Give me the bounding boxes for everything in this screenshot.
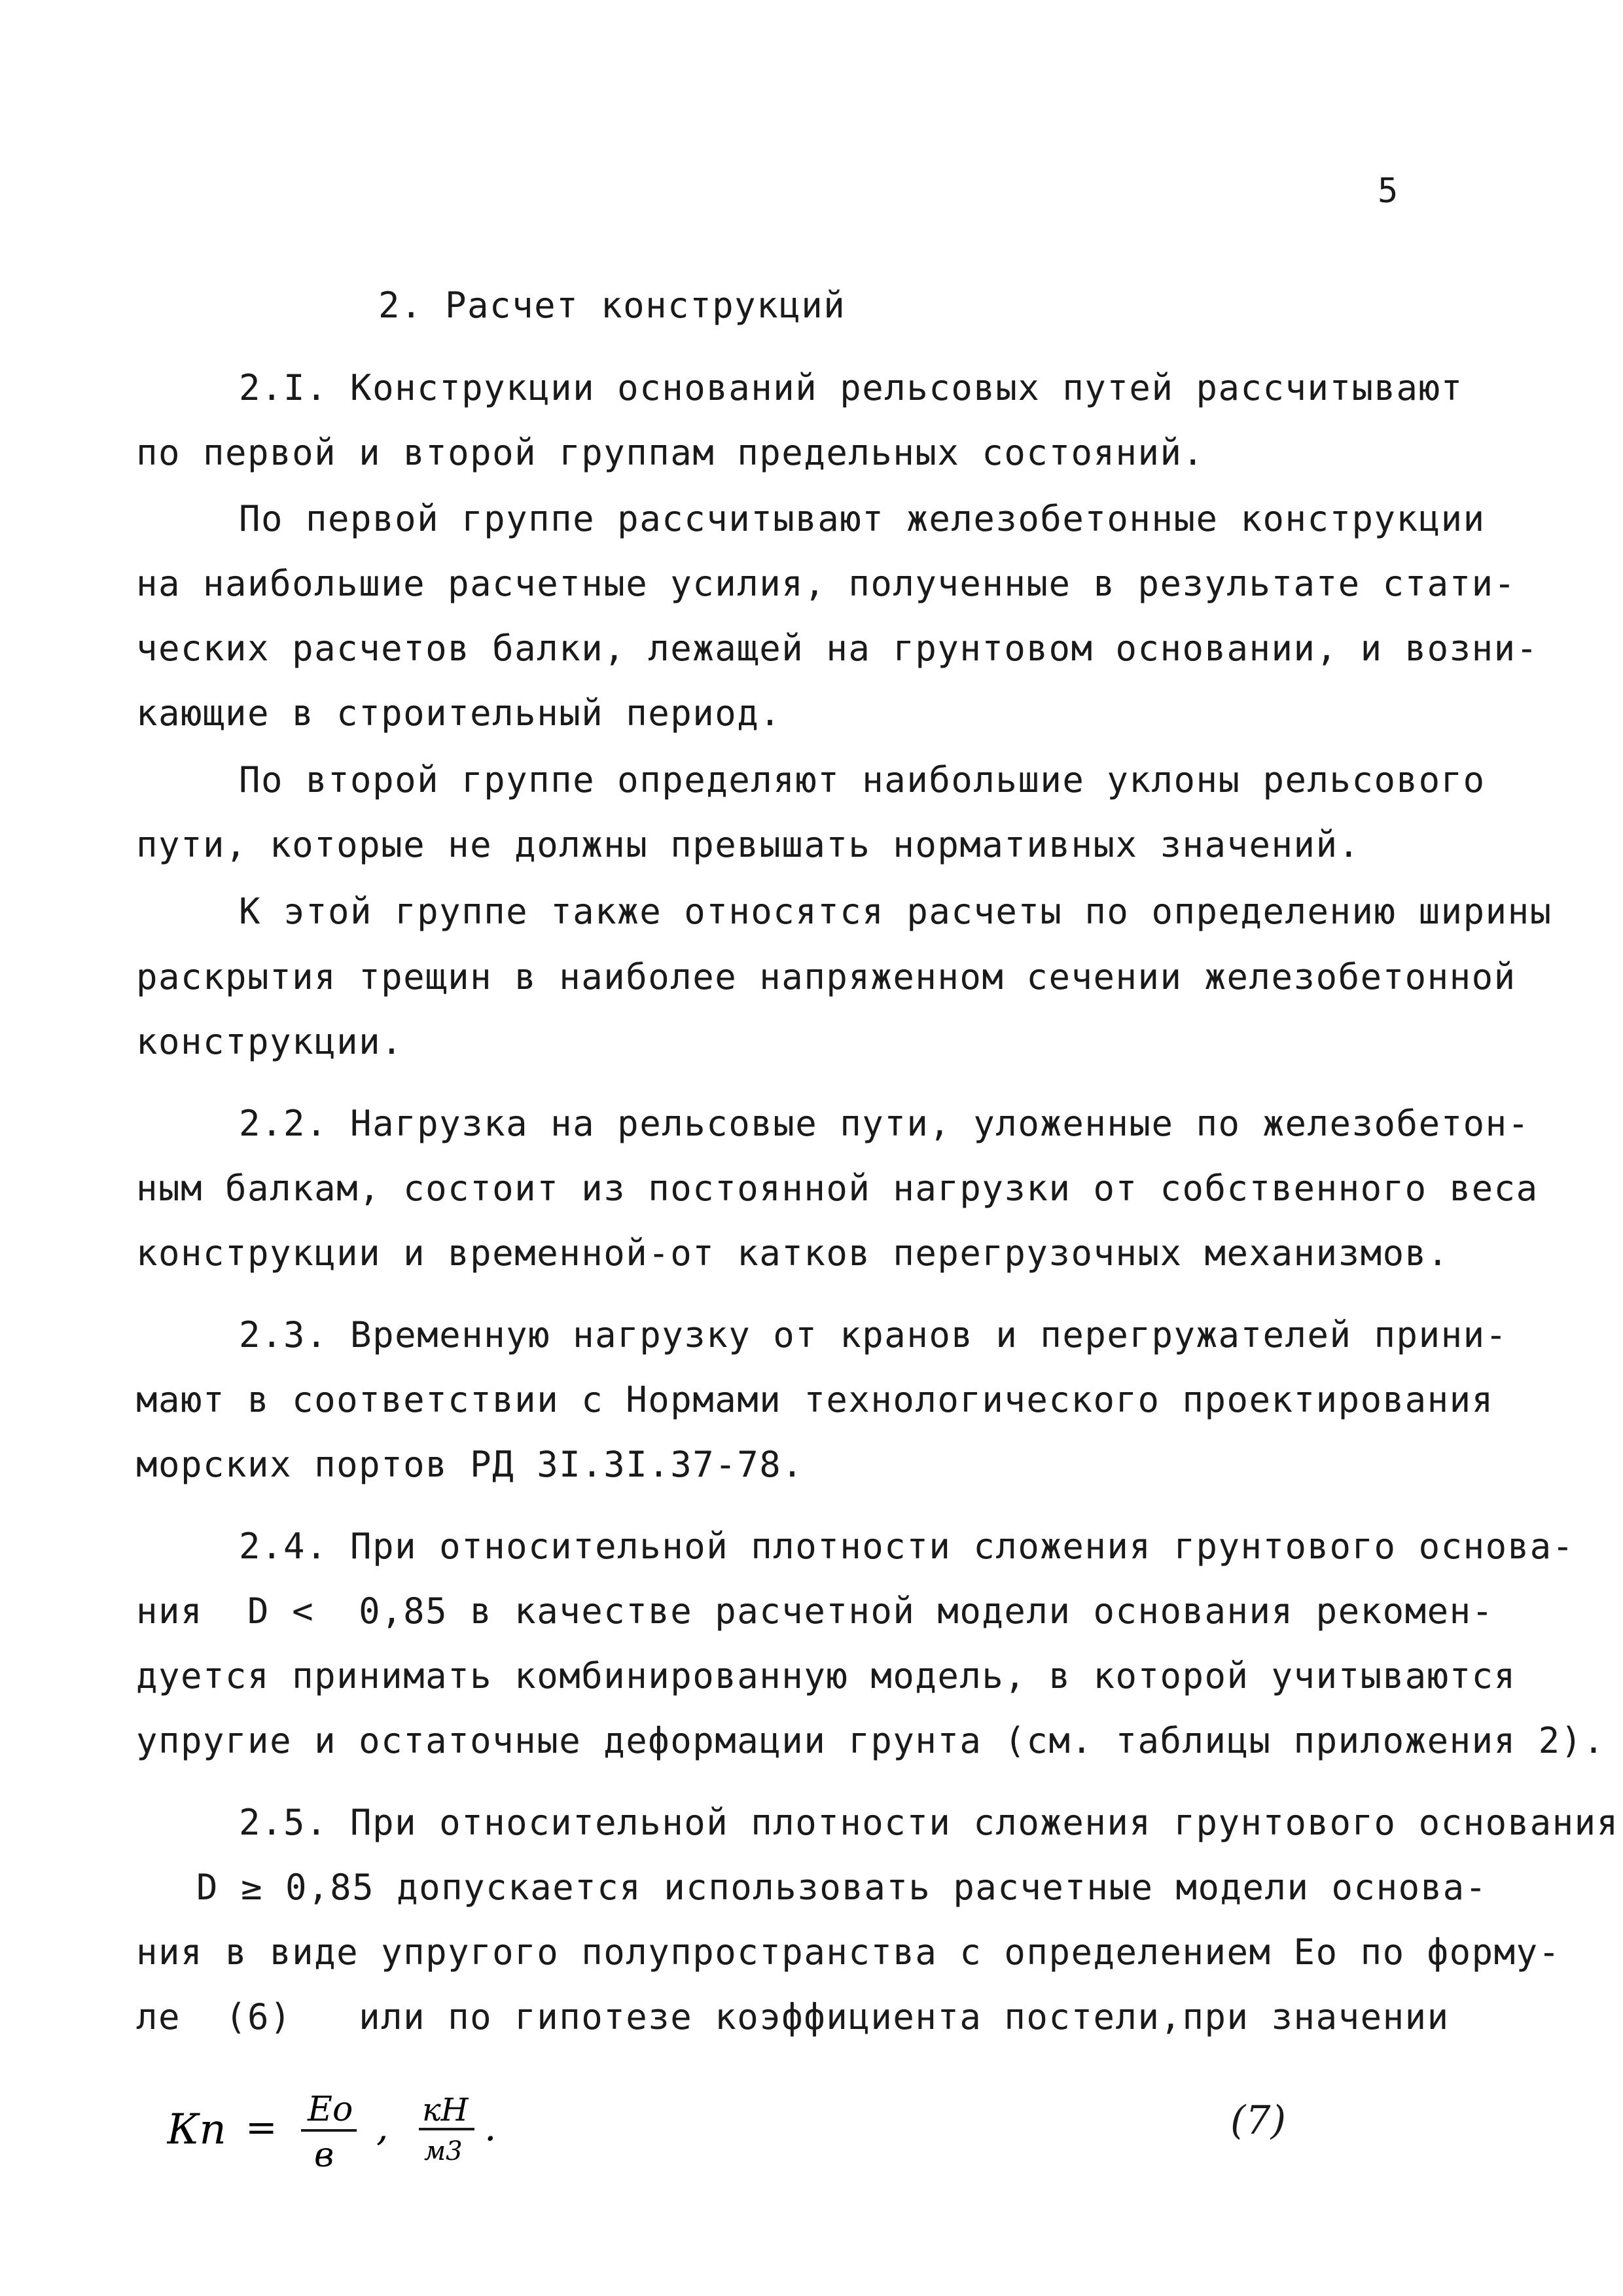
text-line: кающие в строительный период. — [136, 692, 782, 734]
text-line: По второй группе определяют наибольшие уклоны рельсового — [239, 759, 1486, 800]
text-line: конструкции и временной-от катков перегрузочных механизмов. — [136, 1232, 1450, 1274]
text-line: 2.3. Временную нагрузку от кранов и перегружателей прини- — [239, 1314, 1508, 1355]
text-line: 2.I. Конструкции оснований рельсовых путей рассчитывают — [239, 367, 1463, 408]
section-title: 2. Расчет конструкций — [378, 285, 846, 326]
text-line: раскрытия трещин в наиболее напряженном сечении железобетонной — [136, 956, 1516, 997]
text-line: по первой и второй группам предельных состояний. — [136, 432, 1205, 473]
text-line: 2.5. При относительной плотности сложения грунтового основания — [239, 1802, 1619, 1843]
page-number: 5 — [1378, 171, 1399, 211]
text-line: D ≥ 0,85 допускается использовать расчетные модели основа- — [196, 1867, 1488, 1908]
formula-numerator: Eo — [308, 2090, 353, 2129]
text-line: морских портов РД 3I.3I.37-78. — [136, 1444, 804, 1485]
formula-separator: , — [376, 2105, 389, 2149]
text-line: 2.2. Нагрузка на рельсовые пути, уложенные по железобетон- — [239, 1103, 1530, 1144]
formula — [167, 2085, 560, 2183]
formula-lhs: Кп — [167, 2106, 226, 2154]
text-line: 2.4. При относительной плотности сложения грунтового основа- — [239, 1526, 1575, 1567]
text-line: на наибольшие расчетные усилия, полученные в результате стати- — [136, 563, 1516, 604]
text-line: конструкции. — [136, 1021, 404, 1062]
formula-denominator: в — [314, 2136, 334, 2175]
formula-end: . — [484, 2105, 497, 2149]
text-line: мают в соответствии с Нормами технологического проектирования — [136, 1379, 1494, 1420]
text-line: ческих расчетов балки, лежащей на грунтовом основании, и возни- — [136, 628, 1539, 669]
text-line: К этой группе также относятся расчеты по определению ширины — [239, 891, 1552, 932]
text-line: дуется принимать комбинированную модель, в которой учитываются — [136, 1655, 1516, 1696]
equation-number: (7) — [1230, 2098, 1286, 2144]
text-line: ния в виде упругого полупространства с определением Ео по форму- — [136, 1931, 1561, 1973]
text-line: ным балкам, состоит из постоянной нагрузки от собственного веса — [136, 1168, 1539, 1209]
formula-equals: = — [245, 2105, 277, 2149]
text-line: пути, которые не должны превышать нормативных значений. — [136, 824, 1361, 865]
formula-unit-denominator: м3 — [424, 2136, 463, 2166]
text-line: ния D < 0,85 в качестве расчетной модели основания рекомен- — [136, 1590, 1494, 1632]
text-line: ле (6) или по гипотезе коэффициента постели,при значении — [136, 1996, 1450, 2037]
formula-unit-numerator: кН — [422, 2092, 469, 2128]
text-line: упругие и остаточные деформации грунта (см. таблицы приложения 2). — [136, 1720, 1605, 1761]
text-line: По первой группе рассчитывают железобетонные конструкции — [239, 498, 1486, 539]
